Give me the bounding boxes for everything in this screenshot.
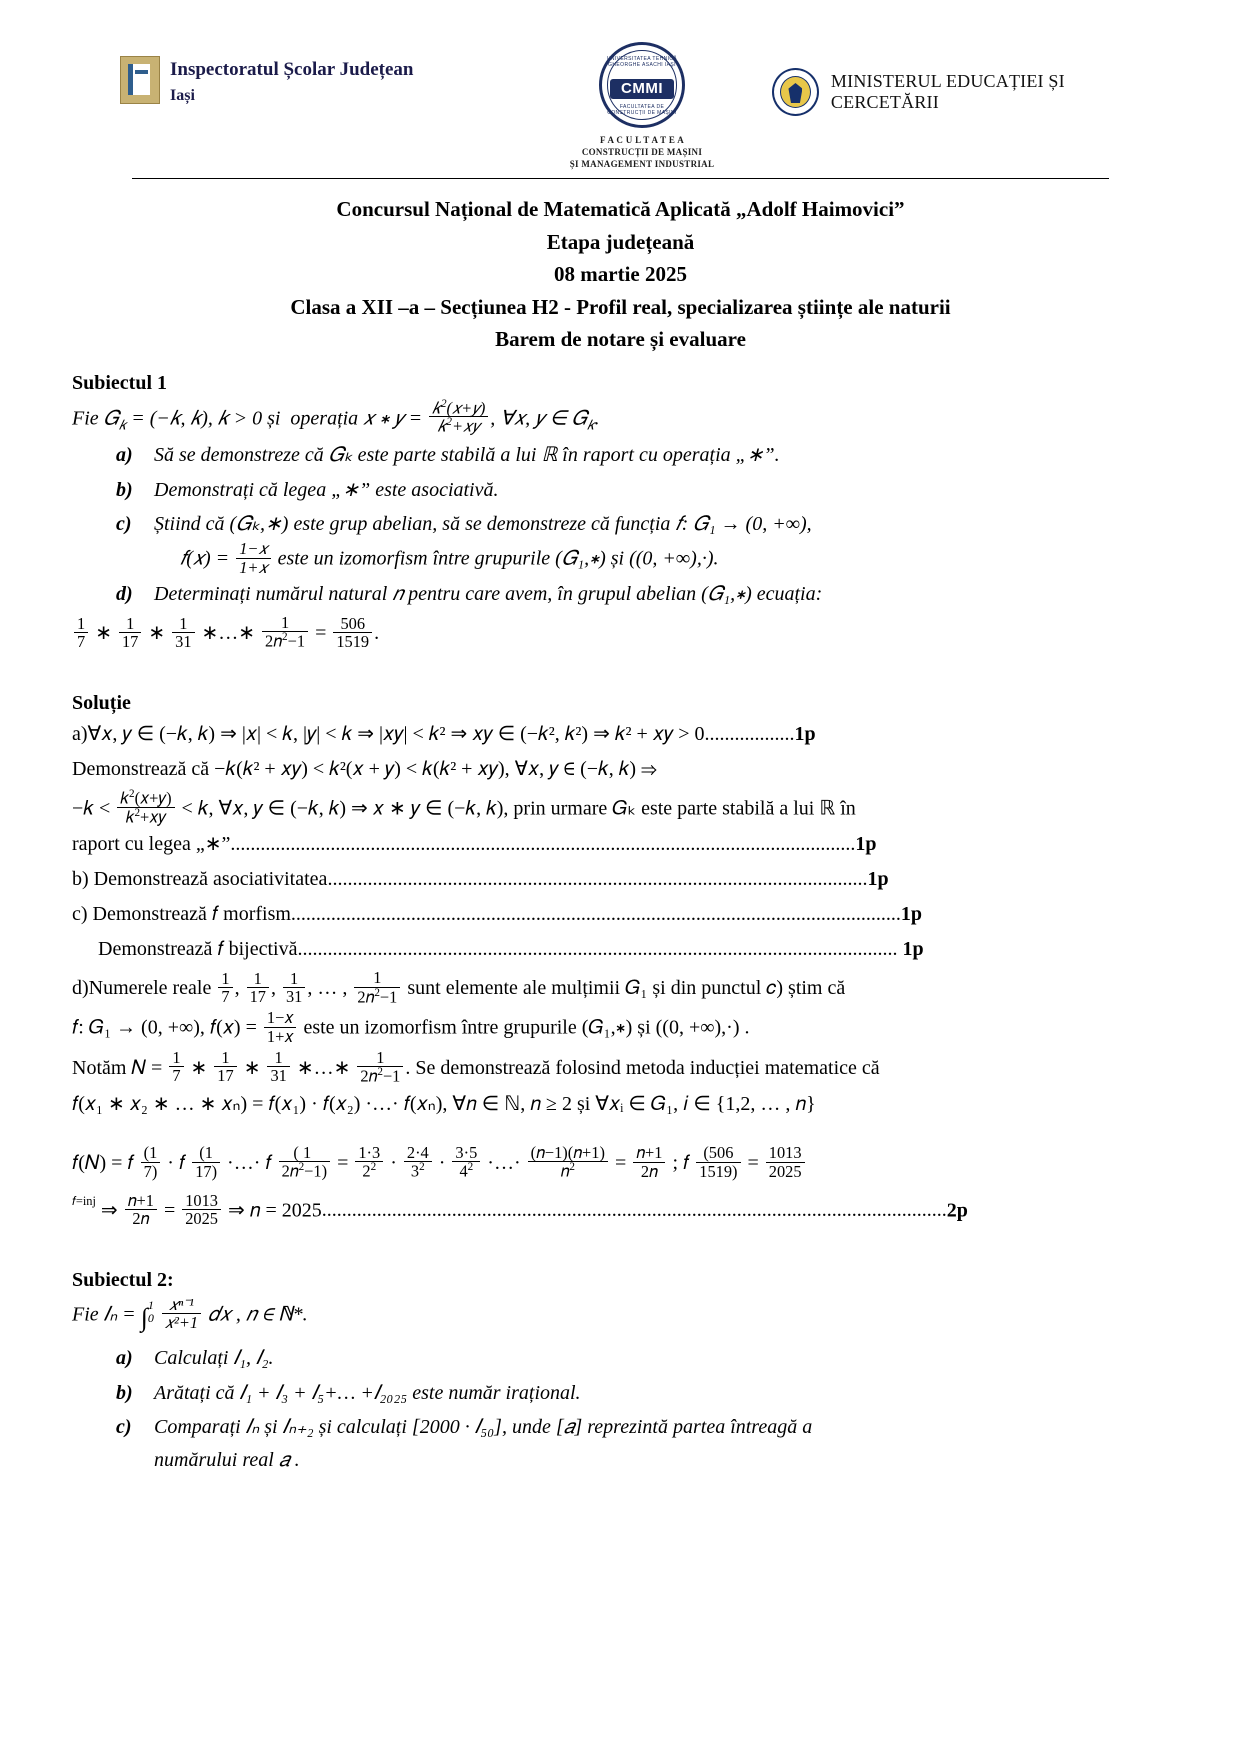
item-text: Demonstrați că legea „∗” este asociativă. xyxy=(154,478,499,501)
subject-2-heading: Subiectul 2: xyxy=(72,1269,174,1292)
list-item xyxy=(116,474,1169,506)
solution-heading: Soluție xyxy=(72,692,131,715)
item-marker: a) xyxy=(116,444,133,467)
item-marker: c) xyxy=(116,512,132,535)
subject-1-heading: Subiectul 1 xyxy=(72,371,168,394)
contest-stage: Etapa județeană xyxy=(546,229,695,254)
contest-title: Concursul Național de Matematică Aplicată „Adolf Haimovici” xyxy=(336,197,905,221)
spacer xyxy=(72,1124,1169,1134)
solution-a-line-3 xyxy=(72,789,1169,825)
equals-sign: = xyxy=(315,621,327,644)
fraction-1013-2025: $\frac{1013}{2025}$ xyxy=(766,1144,805,1179)
ministry-header-block xyxy=(772,68,1169,116)
solution-c-line-2 xyxy=(98,934,1169,965)
leader-dots: .................. xyxy=(704,723,795,746)
points-badge: 2p xyxy=(946,1199,968,1221)
cmmi-caption xyxy=(527,134,757,170)
fraction-2-4-over-3sq: $\frac{2\cdot 4}{3^2}$ xyxy=(404,1144,432,1180)
item-text: Determinați numărul natural 𝑛 pentru care avem, în grupul abelian (𝐺₁,∗) ecuația: xyxy=(154,582,823,605)
title-block xyxy=(72,193,1169,356)
isj-logo-icon xyxy=(120,56,160,104)
item-c-frac-num: 1−𝑥 xyxy=(239,539,268,559)
points-badge: 1p xyxy=(902,938,924,961)
cmmi-caption-line-3: ȘI MANAGEMENT INDUSTRIAL xyxy=(569,159,715,170)
solution-d-prefix-3: Notăm 𝑁 = xyxy=(72,1056,163,1079)
solution-c-text-1: c) Demonstrează 𝑓 morfism xyxy=(72,903,291,926)
fraction-1-17: $\frac{1}{17}$ xyxy=(214,1049,236,1084)
fraction-3-5-over-4sq: $\frac{3\cdot 5}{4^2}$ xyxy=(452,1144,480,1180)
cmmi-caption-line-2: CONSTRUCȚII DE MAȘINI xyxy=(581,147,703,158)
fraction-1013-2025: $\frac{1013}{2025}$ xyxy=(182,1192,221,1227)
subject-1-statement: Fie 𝐺$_𝑘$ = (−𝑘, 𝑘), 𝑘 > 0 și operația 𝑥 ∗ 𝑦 = $\frac{𝑘^2(𝑥+𝑦)}{𝑘^2+𝑥𝑦}$ , ∀𝑥, 𝑦 ∈ 𝐺$_𝑘$. xyxy=(72,397,600,436)
item-text: Știind că (𝐺ₖ,∗) este grup abelian, să se demonstreze că funcția 𝑓: 𝐺₁ → (0, +∞), xyxy=(154,512,812,535)
solution-d-suffix-3: . Se demonstrează folosind metoda inducției matematice că xyxy=(405,1056,880,1079)
integrand-fraction: $\frac{\text{𝑥ⁿ⁻¹}}{\text{𝑥²+1}}$ xyxy=(162,1296,201,1331)
fraction-1-2n2-1: $\frac{( 1}{2𝑛^2-1)}$ xyxy=(279,1144,330,1180)
solution-a-line-4 xyxy=(72,829,1169,860)
solution-b-line xyxy=(72,864,1169,895)
solution-d-line-3: Notăm 𝑁 = $\frac{1}{7}$ ∗ $\frac{1}{17}$ ∗ $\frac{1}{31}$ ∗…∗ $\frac{1}{2𝑛^2-1}$ . Se demonstrează folosind metoda inducției matematice că xyxy=(72,1047,880,1086)
fraction-1-7: $\frac{1}{7}$ xyxy=(74,615,88,650)
item-text: Arătați că 𝐼₁ + 𝐼₃ + 𝐼₅+… +𝐼₂₀₂₅ este număr irațional. xyxy=(154,1381,581,1404)
item-marker: b) xyxy=(116,1381,133,1404)
cmmi-header-block xyxy=(527,42,757,170)
solution-a-line3-prefix: −𝑘 < xyxy=(72,797,111,820)
fraction-1-31: $\frac{1}{31}$ xyxy=(283,970,305,1005)
list-item xyxy=(116,1411,1169,1476)
injectivity-label: 𝑓=inj xyxy=(72,1193,96,1208)
solution-d-suffix-2: este un izomorfism între grupurile (𝐺₁,∗) și ((0, +∞),·) . xyxy=(303,1016,750,1039)
subject-2-dx: 𝑑𝑥 , 𝑛 ∈ ℕ*. xyxy=(208,1303,308,1326)
spacer xyxy=(72,654,1169,676)
statement-fraction: $\frac{𝑘^2(𝑥+𝑦)}{𝑘^2+𝑥𝑦}$ xyxy=(429,399,488,435)
item-c-fraction xyxy=(236,540,270,575)
points-badge: 1p xyxy=(794,723,816,746)
isj-text-block xyxy=(170,56,413,107)
subject-1-items xyxy=(72,439,1169,610)
item-marker: b) xyxy=(116,478,133,501)
solution-d-final-tail: ⇒ 𝑛 = 2025 xyxy=(228,1199,322,1221)
fraction-n-general: $\frac{\text{(𝑛−1)(𝑛+1)}}{𝑛^2}$ xyxy=(528,1144,608,1180)
solution-a-fraction: $\frac{𝑘^2(𝑥+𝑦)}{𝑘^2+𝑥𝑦}$ xyxy=(117,789,174,825)
fraction-1-2n2-1: $\frac{1}{2𝑛^2-1}$ xyxy=(357,1049,403,1085)
list-item xyxy=(116,1342,1169,1374)
subject-2-prefix: Fie 𝐼ₙ = xyxy=(72,1303,136,1326)
subject-2-items xyxy=(72,1342,1169,1476)
item-c-prefix: 𝑓(𝑥) = xyxy=(180,547,230,570)
item-text: Comparați 𝐼ₙ și 𝐼ₙ₊₂ și calculați [2000 · 𝐼₅₀], unde [𝑎] reprezintă partea întreagă a xyxy=(154,1416,813,1439)
list-item xyxy=(116,439,1169,471)
cmmi-abbrev: CMMI xyxy=(610,79,674,99)
subject-1-item-d-equation: $\frac{1}{7}$ ∗ $\frac{1}{17}$ ∗ $\frac{1}{31}$ ∗…∗ $\frac{1}{2𝑛^2-1}$ = $\frac{506}{1519}$ . xyxy=(72,614,1169,650)
fraction-n1-over-2n: $\frac{\text{𝑛+1}}{\text{2𝑛}}$ xyxy=(633,1144,665,1179)
cmmi-arc-bottom-text: FACULTATEA DE CONSTRUCȚII DE MAȘINI xyxy=(607,104,677,116)
contest-document-type: Barem de notare și evaluare xyxy=(495,327,746,352)
solution-b-text: b) Demonstrează asociativitatea xyxy=(72,868,328,891)
contest-date: 08 martie 2025 xyxy=(554,262,687,287)
solution-d-line-4: 𝑓(𝑥₁ ∗ 𝑥₂ ∗ … ∗ 𝑥ₙ) = 𝑓(𝑥₁) · 𝑓(𝑥₂) ·…· 𝑓(𝑥ₙ), ∀𝑛 ∈ ℕ, 𝑛 ≥ 2 și ∀𝑥ᵢ ∈ 𝐺₁, 𝑖 ∈ {1,2, … , 𝑛} xyxy=(72,1092,816,1115)
cmmi-caption-line-1: F A C U L T A T E A xyxy=(600,135,684,145)
fraction-1-2n2-1: $\frac{1}{2𝑛^2-1}$ xyxy=(262,614,308,650)
cmmi-arc-top-text: UNIVERSITATEA TEHNICĂ GHEORGHE ASACHI IAȘI xyxy=(606,56,678,68)
item-c-suffix: este un izomorfism între grupurile (𝐺₁,∗) și ((0, +∞),·). xyxy=(277,547,719,570)
solution-d-prefix-1: d)Numerele reale xyxy=(72,977,212,1000)
leader-dots: ............................................................................................................ xyxy=(327,868,868,891)
solution-d-final-line: 𝑓=inj ⇒ $\frac{\text{𝑛+1}}{\text{2𝑛}}$ = $\frac{1013}{2025}$ ⇒ 𝑛 = 2025.............................................................................................................................2p xyxy=(72,1190,968,1228)
leader-dots: .......................................................................................................................... xyxy=(290,903,901,926)
ministry-name: MINISTERUL EDUCAȚIEI ȘI CERCETĂRII xyxy=(830,71,1065,112)
solution-a-line-2: Demonstrează că −𝑘(𝑘² + 𝑥𝑦) < 𝑘²(𝑥 + 𝑦) < 𝑘(𝑘² + 𝑥𝑦), ∀𝑥, 𝑦 ∈ (−𝑘, 𝑘) ⇒ xyxy=(72,758,657,781)
list-item xyxy=(116,578,1169,610)
solution-d-line-2 xyxy=(72,1009,1169,1044)
cmmi-seal-icon xyxy=(599,42,685,128)
solution-a-text-1: a)∀𝑥, 𝑦 ∈ (−𝑘, 𝑘) ⇒ |𝑥| < 𝑘, |𝑦| < 𝑘 ⇒ |𝑥𝑦| < 𝑘² ⇒ 𝑥𝑦 ∈ (−𝑘², 𝑘²) ⇒ 𝑘² + 𝑥𝑦 > 0 xyxy=(72,723,705,746)
subject-2-statement xyxy=(72,1296,1169,1338)
solution-a-line3-suffix: < 𝑘, ∀𝑥, 𝑦 ∈ (−𝑘, 𝑘) ⇒ 𝑥 ∗ 𝑦 ∈ (−𝑘, 𝑘), prin urmare 𝐺ₖ este parte stabilă a lui ℝ în xyxy=(181,797,856,820)
header-divider xyxy=(132,178,1109,179)
integral-limits: 1 0 xyxy=(147,1298,154,1325)
fraction-1-2n2-1: $\frac{1}{2𝑛^2-1}$ xyxy=(354,969,400,1005)
solution-d-line-1: d)Numerele reale $\frac{1}{7}$ , $\frac{1}{17}$ , $\frac{1}{31}$ , … , $\frac{1}{2𝑛^2-1}$ sunt elemente ale mulțimii 𝐺₁ și din punctul 𝑐) știm că xyxy=(72,968,846,1007)
fraction-1-3-over-2sq: $\frac{1\cdot 3}{2^2}$ xyxy=(355,1144,383,1180)
ministry-seal-icon xyxy=(772,68,819,116)
item-c-frac-den: 1+𝑥 xyxy=(236,558,270,576)
isj-header-block xyxy=(120,56,413,107)
item-marker: a) xyxy=(116,1347,133,1370)
item-marker: d) xyxy=(116,582,133,605)
fraction-506-1519: $\frac{506}{1519}$ xyxy=(333,615,372,650)
points-badge: 1p xyxy=(867,868,889,891)
item-text: Calculați 𝐼₁, 𝐼₂. xyxy=(154,1347,274,1370)
leader-dots: ............................................................................................................................. xyxy=(321,1199,947,1221)
isj-city: Iași xyxy=(170,86,195,104)
fraction-1-17: $\frac{1}{17}$ xyxy=(247,970,269,1005)
solution-d-suffix-1: sunt elemente ale mulțimii 𝐺₁ și din punctul 𝑐) știm că xyxy=(407,977,846,1000)
fraction-1-31: $\frac{1}{31}$ xyxy=(172,615,194,650)
list-item xyxy=(116,508,1169,576)
solution-c-line-1 xyxy=(72,899,1169,930)
integral-symbol: ∫ xyxy=(140,1303,148,1333)
solution-c-text-2: Demonstrează 𝑓 bijectivă xyxy=(98,938,298,961)
fraction-1-7: $\frac{(1}{7)}$ xyxy=(141,1144,161,1179)
solution-d-prefix-2: 𝑓: 𝐺₁ → (0, +∞), 𝑓(𝑥) = xyxy=(72,1016,257,1039)
fraction-1-7: $\frac{1}{7}$ xyxy=(169,1049,183,1084)
spacer xyxy=(72,1231,1169,1253)
points-badge: 1p xyxy=(855,833,877,856)
fraction-1-minus-x: $\frac{\text{1−𝑥}}{\text{1+𝑥}}$ xyxy=(264,1009,297,1044)
solution-d-main-equation: 𝑓(𝑁) = 𝑓 $\frac{(1}{7)}$ · 𝑓 $\frac{(1}{17)}$ ·…· 𝑓 $\frac{( 1}{2𝑛^2-1)}$ = $\frac{1\cdot 3}{2^2}$ · $\frac{2\cdot 4}{3^2}$ · $\frac{3\cdot 5}{4^2}$ ·…· $\frac{\text{(𝑛−1)(𝑛+1)}}{𝑛^2}$ = $\frac{\text{𝑛+1}}{\text{2𝑛}}$ ; 𝑓 $\frac{(506}{1519)}$ = $\frac{1013}{2025}$ xyxy=(72,1144,1169,1182)
item-marker: c) xyxy=(116,1416,132,1439)
leader-dots: ........................................................................................................................ xyxy=(297,938,898,961)
fraction-1-17: $\frac{(1}{17)}$ xyxy=(192,1144,220,1179)
fraction-1-31: $\frac{1}{31}$ xyxy=(267,1049,289,1084)
contest-class: Clasa a XII –a – Secțiunea H2 - Profil real, specializarea științe ale naturii xyxy=(290,294,951,319)
isj-name: Inspectoratul Școlar Județean xyxy=(170,59,414,80)
fraction-n1-over-2n: $\frac{\text{𝑛+1}}{\text{2𝑛}}$ xyxy=(125,1192,157,1227)
leader-dots: ............................................................................................................................. xyxy=(230,833,856,856)
solution-a-text-4: raport cu legea „∗” xyxy=(72,833,231,856)
points-badge: 1p xyxy=(900,903,923,926)
item-text: Să se demonstreze că 𝐺ₖ este parte stabilă a lui ℝ în raport cu operația „∗”. xyxy=(154,444,780,467)
fraction-1-7: $\frac{1}{7}$ xyxy=(218,970,232,1005)
fraction-1-17: $\frac{1}{17}$ xyxy=(119,615,141,650)
fraction-506-1519: $\frac{(506}{1519)}$ xyxy=(696,1144,740,1179)
ministry-seal-inner xyxy=(780,76,811,108)
list-item xyxy=(116,1377,1169,1409)
item-c-continuation xyxy=(180,540,1169,575)
item-c-continuation: numărului real 𝑎 . xyxy=(154,1448,300,1471)
page-header xyxy=(72,38,1169,170)
solution-a-line-1 xyxy=(72,719,1169,750)
